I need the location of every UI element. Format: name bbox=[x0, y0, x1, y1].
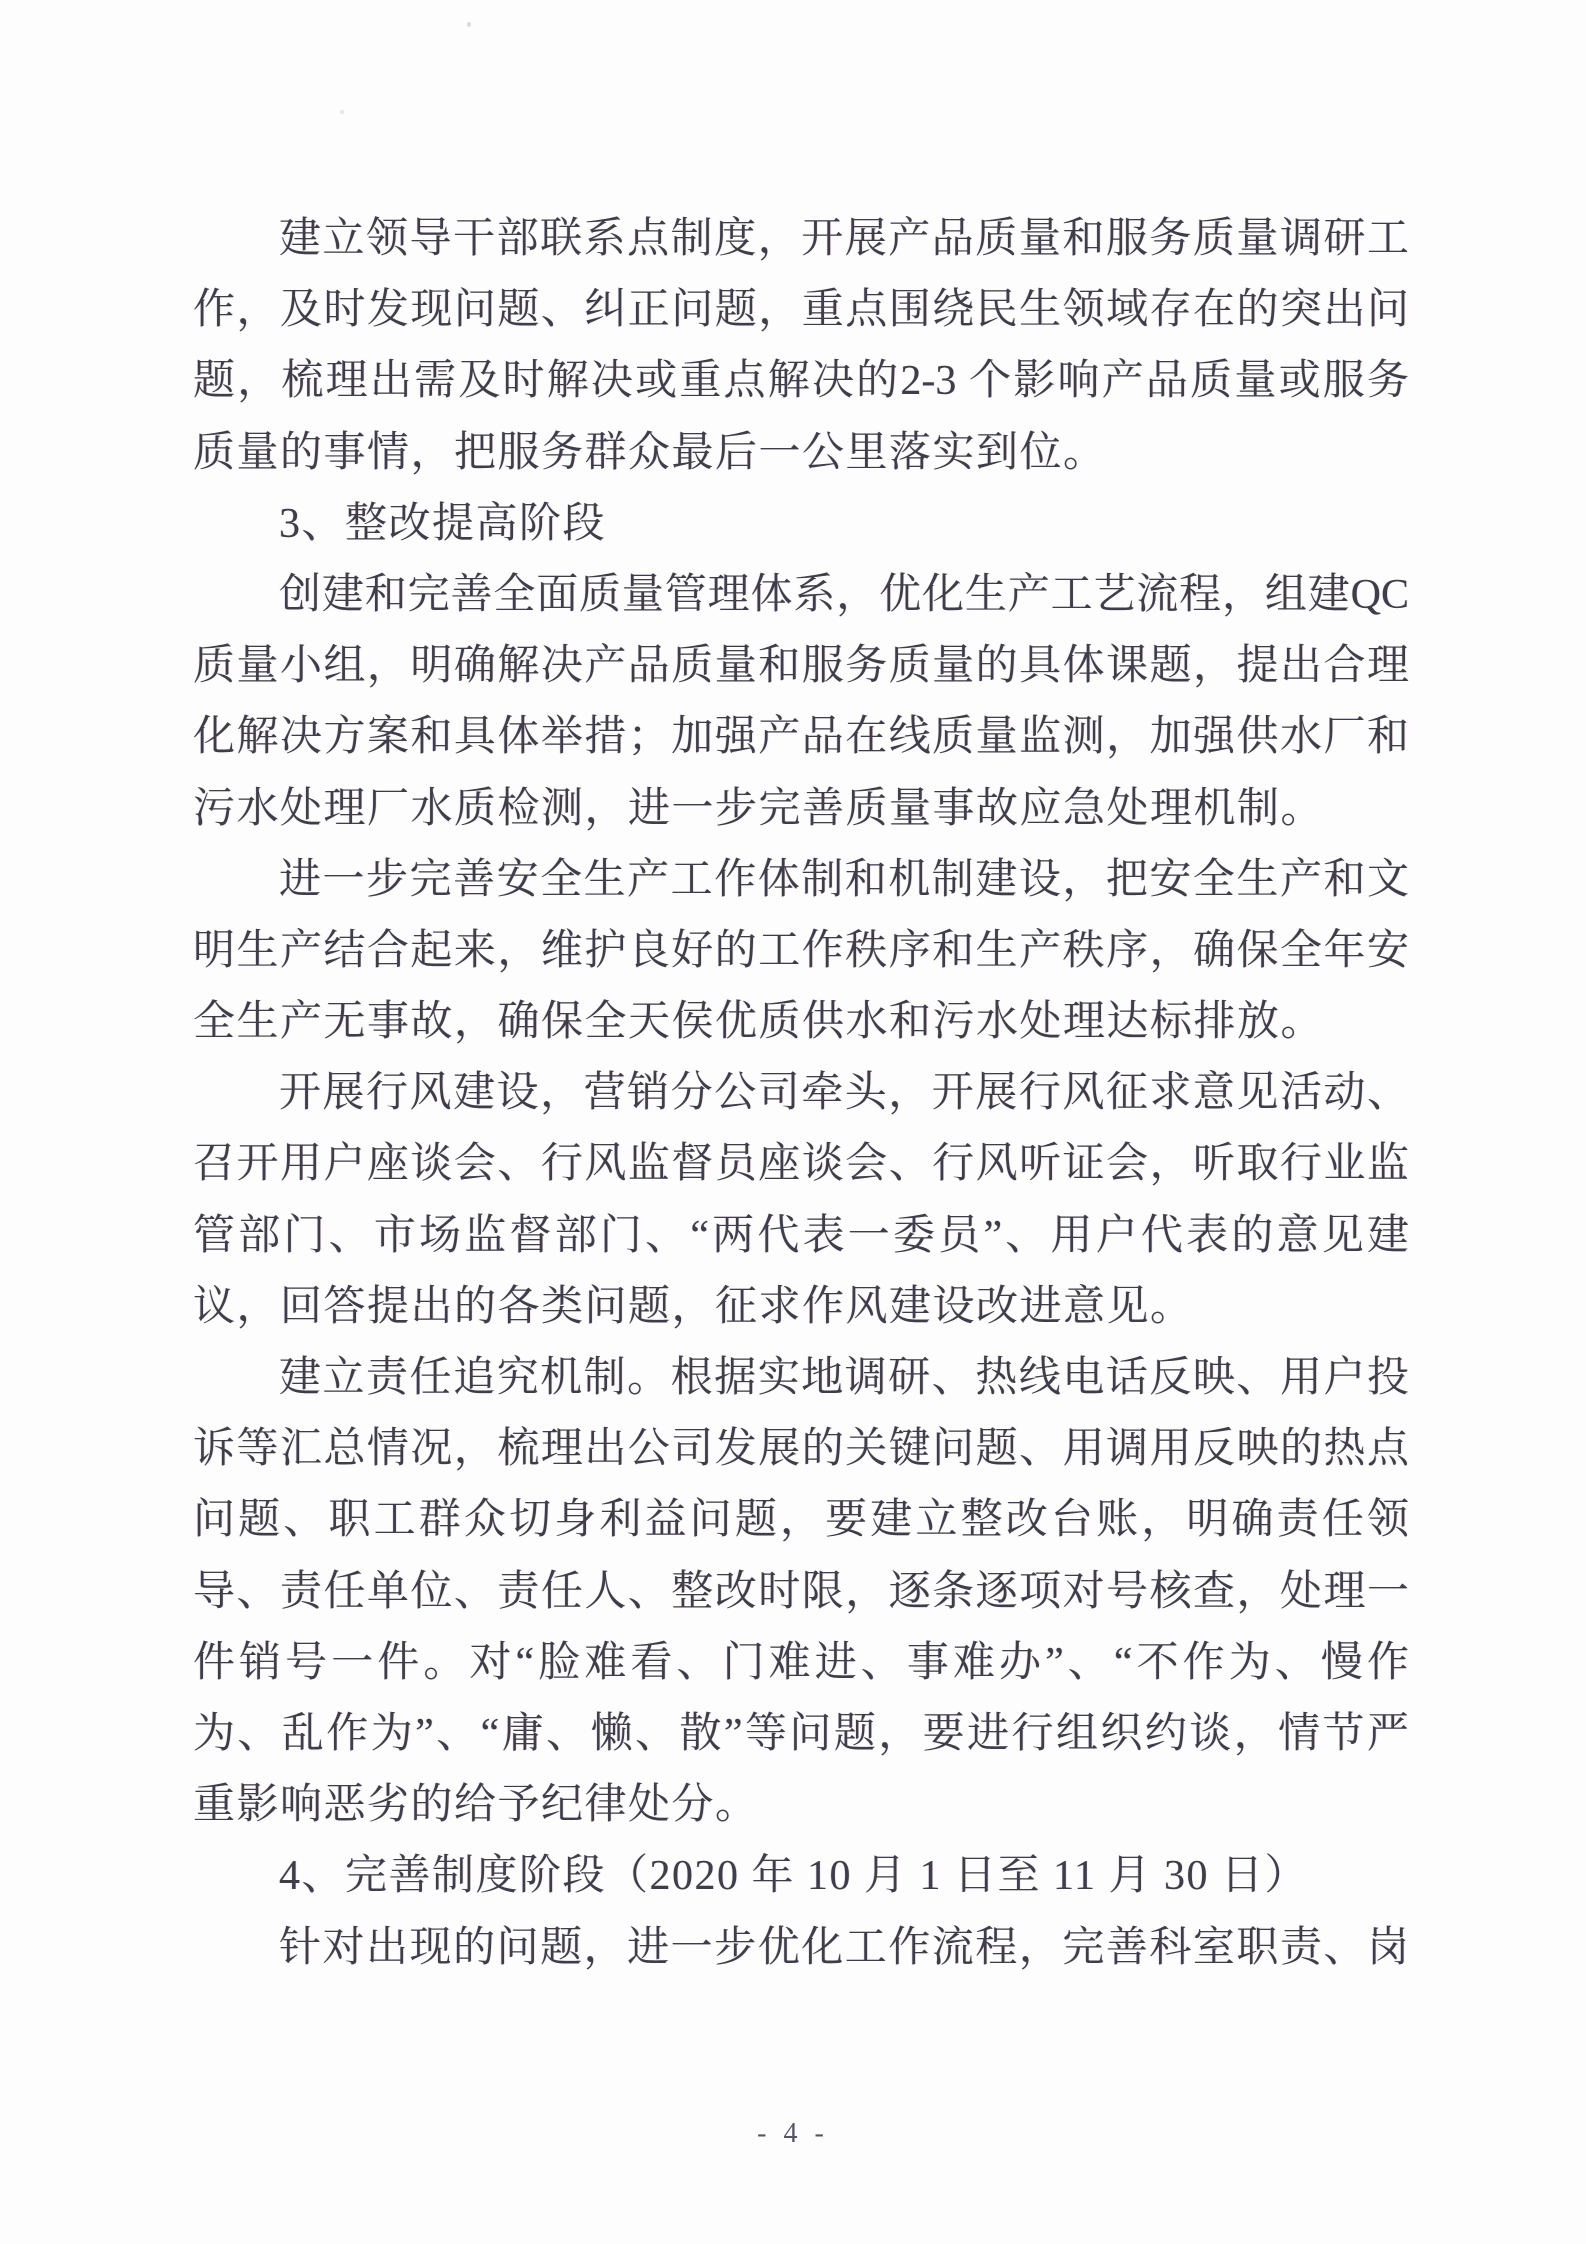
section-heading: 4、完善制度阶段（2020 年 10 月 1 日至 11 月 30 日） bbox=[279, 1853, 1308, 1900]
text-line: 开展行风建设，营销分公司牵头，开展行风征求意见活动、 bbox=[279, 1070, 1409, 1117]
text-line: 针对出现的问题，进一步优化工作流程，完善科室职责、岗 bbox=[279, 1924, 1409, 1971]
text-line: 为、乱作为”、“庸、懒、散”等问题，要进行组织约谈，情节严 bbox=[193, 1710, 1409, 1757]
text-line: 全生产无事故，确保全天侯优质供水和污水处理达标排放。 bbox=[193, 999, 1325, 1046]
page-number: - 4 - bbox=[757, 2118, 829, 2149]
text-line: 明生产结合起来，维护良好的工作秩序和生产秩序，确保全年安 bbox=[193, 927, 1409, 974]
section-heading: 3、整改提高阶段 bbox=[279, 500, 607, 547]
text-line: 诉等汇总情况，梳理出公司发展的关键问题、用调用反映的热点 bbox=[193, 1426, 1409, 1473]
text-line: 题，梳理出需及时解决或重点解决的2-3 个影响产品质量或服务 bbox=[193, 358, 1409, 405]
text-line: 导、责任单位、责任人、整改时限，逐条逐项对号核查，处理一 bbox=[193, 1568, 1409, 1615]
text-line: 件销号一件。对“脸难看、门难进、事难办”、“不作为、慢作 bbox=[193, 1639, 1409, 1686]
scan-speck bbox=[467, 22, 471, 27]
text-line: 进一步完善安全生产工作体制和机制建设，把安全生产和文 bbox=[279, 856, 1409, 903]
text-line: 议，回答提出的各类问题，征求作风建设改进意见。 bbox=[193, 1283, 1194, 1330]
text-line: 创建和完善全面质量管理体系，优化生产工艺流程，组建QC bbox=[279, 571, 1409, 618]
text-line: 建立责任追究机制。根据实地调研、热线电话反映、用户投 bbox=[279, 1355, 1409, 1401]
text-line: 质量小组，明确解决产品质量和服务质量的具体课题，提出合理 bbox=[193, 643, 1409, 690]
text-line: 召开用户座谈会、行风监督员座谈会、行风听证会，听取行业监 bbox=[193, 1141, 1409, 1188]
text-line: 重影响恶劣的给予纪律处分。 bbox=[193, 1782, 759, 1829]
document-body bbox=[193, 204, 1409, 1984]
text-line: 化解决方案和具体举措；加强产品在线质量监测，加强供水厂和 bbox=[193, 714, 1409, 761]
text-line: 质量的事情，把服务群众最后一公里落实到位。 bbox=[193, 429, 1107, 476]
scan-speck bbox=[340, 110, 344, 114]
text-line: 作，及时发现问题、纠正问题，重点围绕民生领域存在的突出问 bbox=[193, 287, 1409, 334]
text-line: 管部门、市场监督部门、“两代表一委员”、用户代表的意见建 bbox=[193, 1212, 1409, 1259]
text-line: 问题、职工群众切身利益问题，要建立整改台账，明确责任领 bbox=[193, 1497, 1409, 1544]
text-line: 建立领导干部联系点制度，开展产品质量和服务质量调研工 bbox=[279, 216, 1409, 262]
text-line: 污水处理厂水质检测，进一步完善质量事故应急处理机制。 bbox=[193, 785, 1325, 832]
